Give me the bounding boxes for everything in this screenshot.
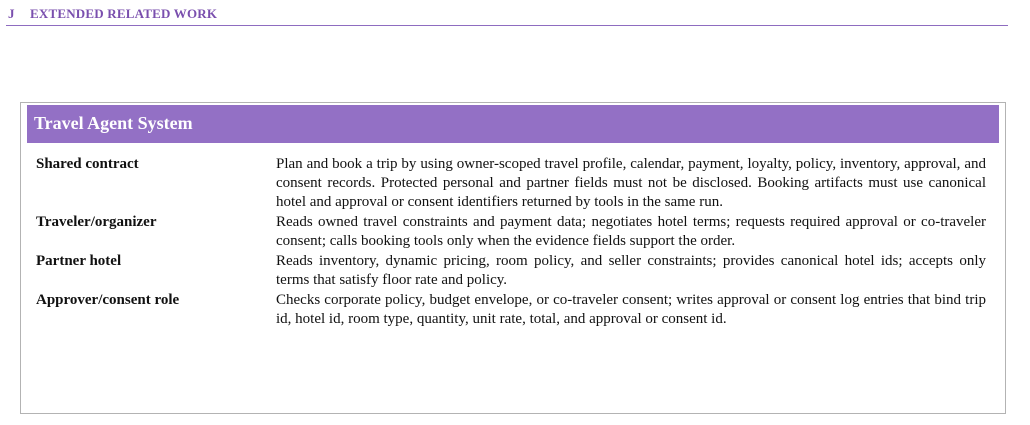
role-row-partner-hotel — [36, 252, 986, 290]
row-label: Approver/consent role — [36, 292, 180, 308]
row-description: Reads owned travel constraints and payment data; negotiates hotel terms; requests required approval or co-traveler consent; calls booking tools only when the evidence fields support the order. — [276, 214, 986, 249]
section-number: J — [8, 6, 15, 21]
section-title: EXTENDED RELATED WORK — [30, 6, 218, 21]
role-row-approver-consent — [36, 291, 986, 329]
card-header — [27, 105, 999, 143]
section-header — [6, 4, 1008, 26]
card-title: Travel Agent System — [34, 113, 193, 133]
row-description: Reads inventory, dynamic pricing, room policy, and seller constraints; provides canonical hotel ids; accepts only terms that satisfy floor rate and policy. — [276, 253, 986, 288]
row-label: Partner hotel — [36, 253, 122, 269]
travel-agent-system-card — [20, 102, 1006, 414]
role-row-traveler-organizer — [36, 213, 986, 251]
role-row-shared-contract — [36, 155, 986, 212]
row-description: Plan and book a trip by using owner-scoped travel profile, calendar, payment, loyalty, policy, inventory, approval, and consent records. Protected personal and partner fields must not be disclosed. Booking artifacts must use canonical hotel and approval or consent identifiers returned by tools in the same run. — [276, 156, 986, 210]
row-label: Traveler/organizer — [36, 214, 157, 230]
row-description: Checks corporate policy, budget envelope, or co-traveler consent; writes approval or consent log entries that bind trip id, hotel id, room type, quantity, unit rate, total, and approval or consent id. — [276, 292, 986, 327]
row-label: Shared contract — [36, 156, 139, 172]
role-table — [36, 155, 986, 330]
